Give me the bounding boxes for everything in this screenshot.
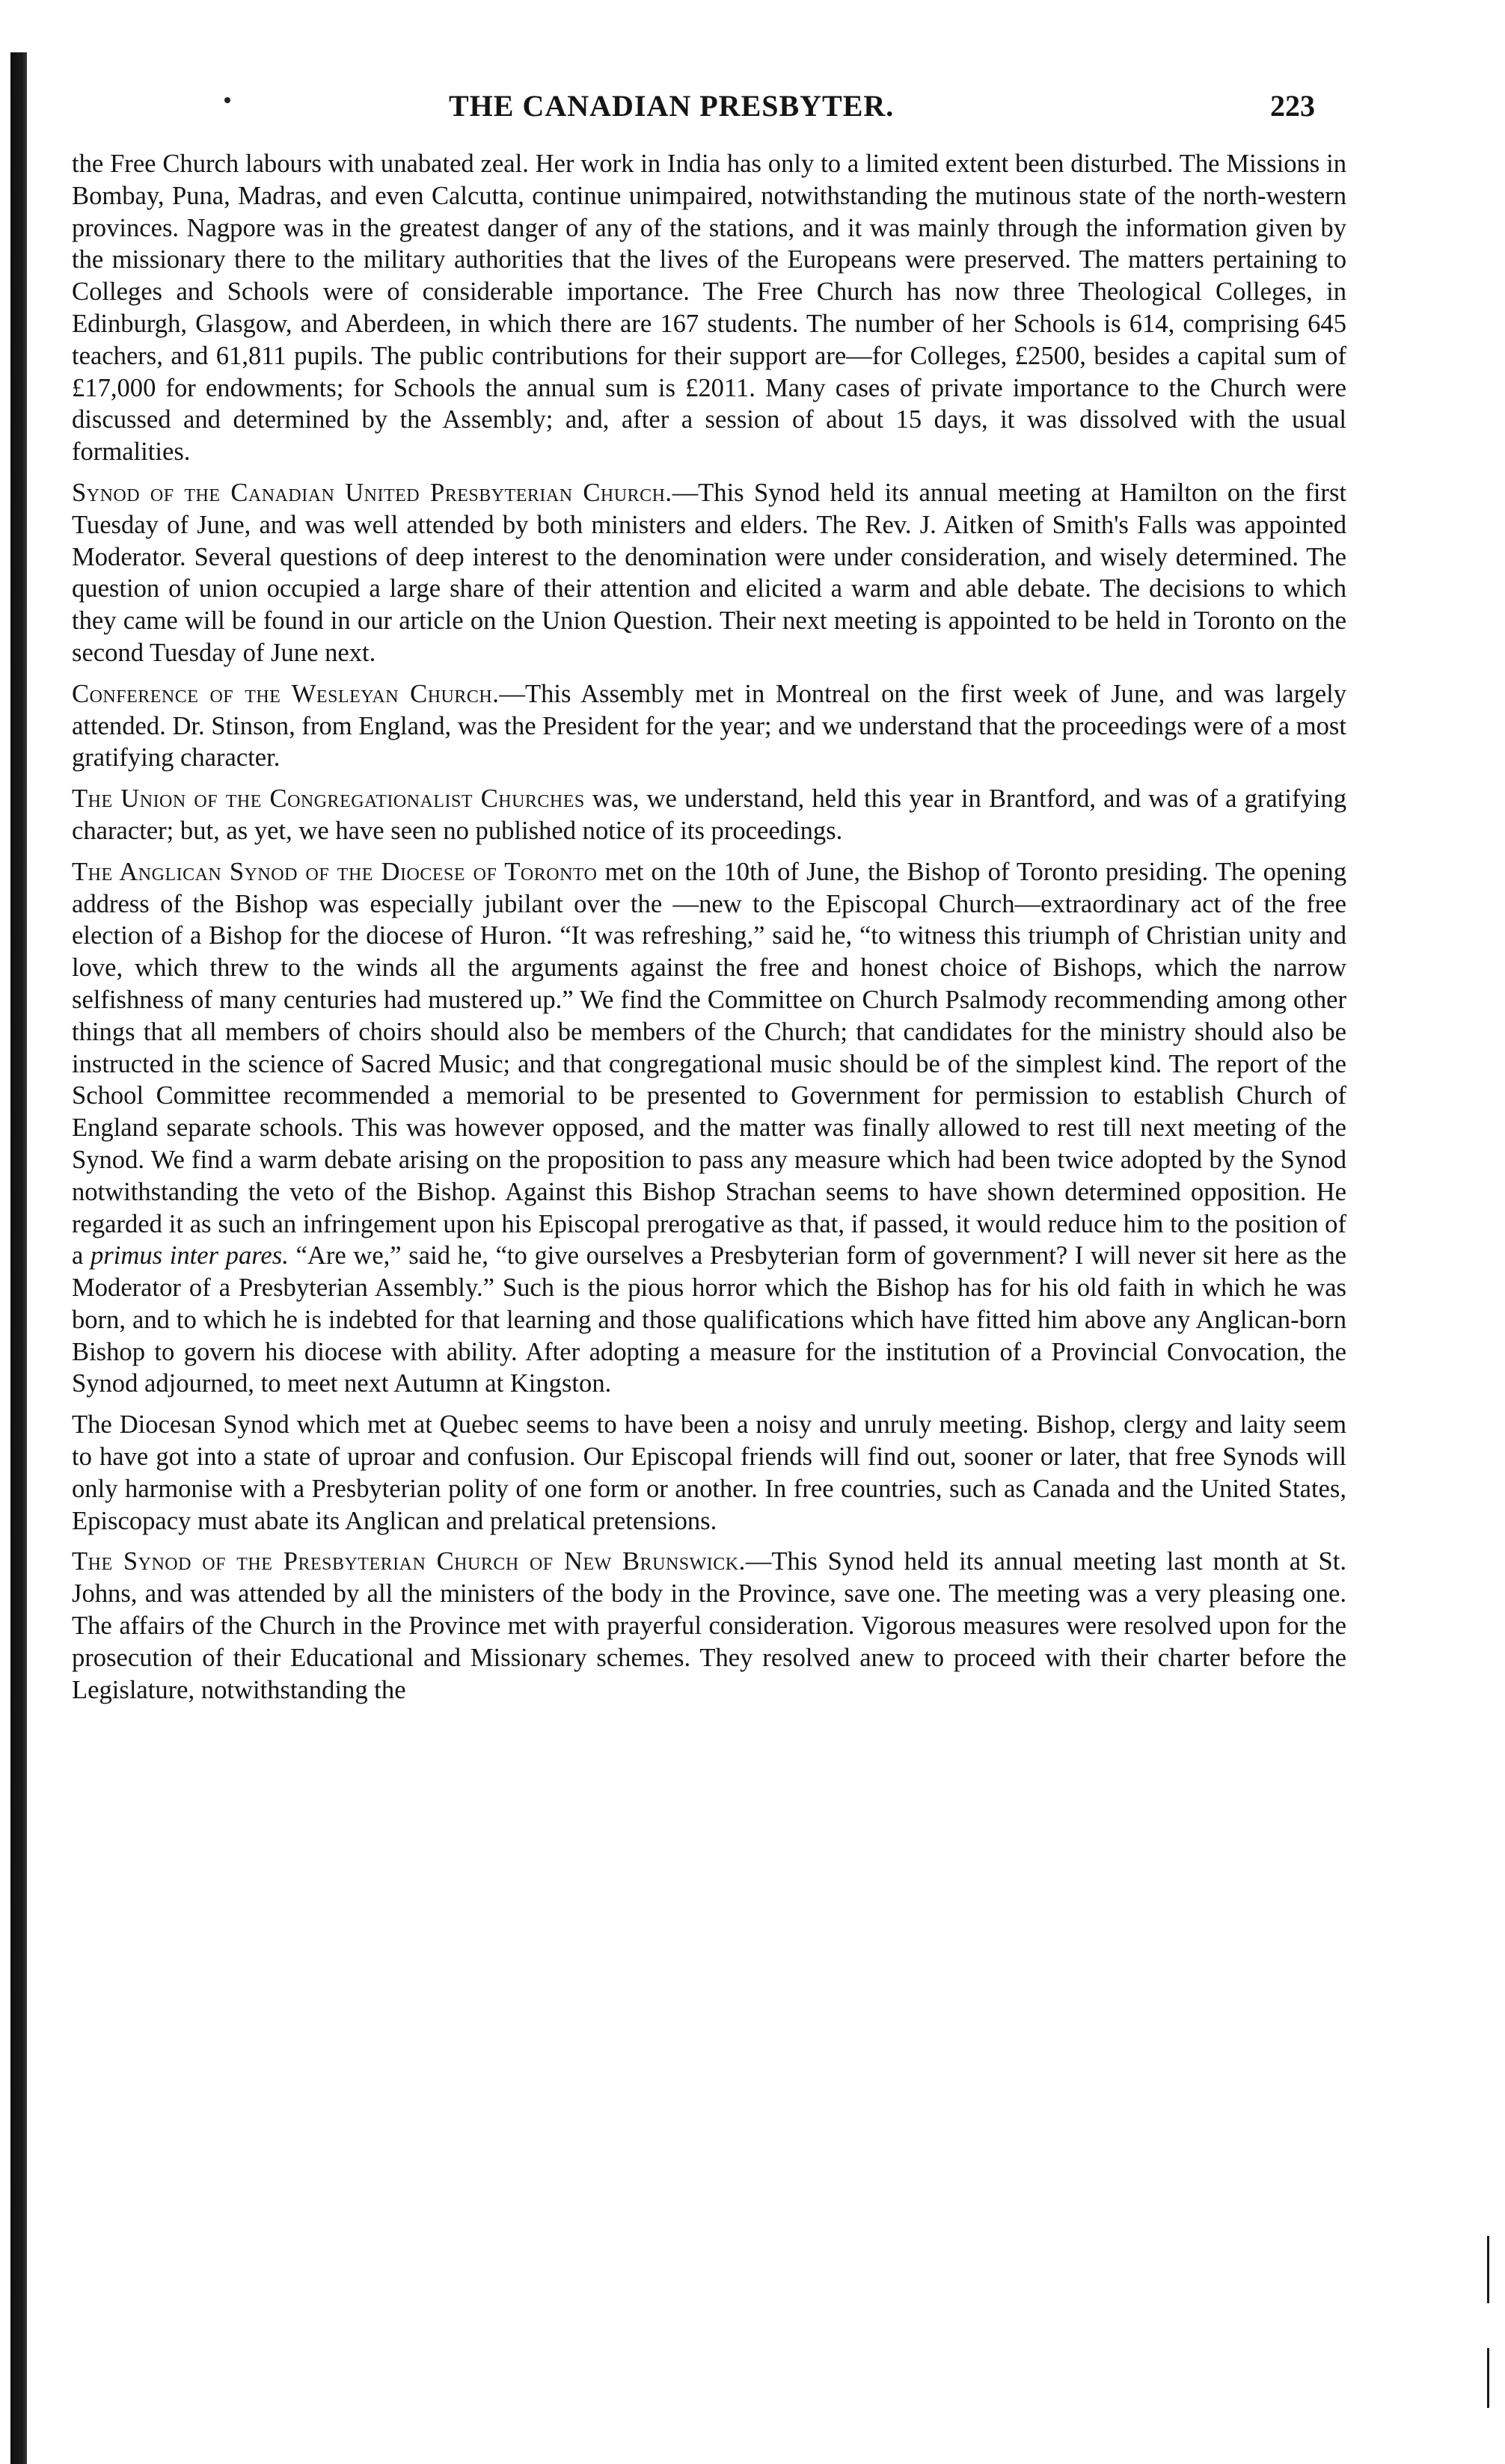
- article-paragraph: [72, 856, 1346, 1401]
- paragraph-text: —This Synod held its annual meeting at Hamilton on the first Tuesday of June, and was well attended by both ministers and elders. The Rev. J. Aitken of Smith's Falls was appointed Moderator. Several questions of deep interest to the denomination were under consideration, and wisely determined. The question of union occupied a large share of their attention and elicited a warm and able debate. The decisions to which they came will be found in our article on the Union Question. Their next meeting is appointed to be held in Toronto on the second Tuesday of June next.: [72, 478, 1347, 667]
- article-paragraph: [72, 148, 1346, 468]
- article-paragraph: [72, 783, 1346, 847]
- binding-shadow: [10, 52, 27, 2464]
- article-paragraph: [72, 1409, 1346, 1537]
- article-paragraph: [72, 477, 1346, 669]
- italic-phrase: primus inter pares.: [91, 1241, 289, 1271]
- paragraph-text: met on the 10th of June, the Bishop of Toronto presiding. The opening address of the Bishop was especially jubilant over the —new to the Episcopal Church—extraordinary act of the free election of a Bishop for the diocese of Huron. “It was refreshing,” said he, “to witness this triumph of Christian unity and love, which threw to the winds all the arguments against the free and honest choice of Bishops, which the narrow selfishness of many centuries had mustered up.” We find the Committee on Church Psalmody recommending among other things that all members of choirs should also be members of the Church; that candidates for the ministry should also be instructed in the science of Sacred Music; and that congregational music should be of the simplest kind. The report of the School Committee recommended a memorial to be presented to Government for permission to establish Church of England separate schools. This was however opposed, and the matter was finally allowed to rest till next meeting of the Synod. We find a warm debate arising on the proposition to pass any measure which had been twice adopted by the Synod notwithstanding the veto of the Bishop. Against this Bishop Strachan seems to have shown determined opposition. He regarded it as such an infringement upon his Episcopal prerogative as that, if passed, it would reduce him to the position of a: [72, 857, 1347, 1271]
- paragraph-text: —This Assembly met in Montreal on the first week of June, and was largely attended. Dr. Stinson, from England, was the President for the year; and we understand that the proceedings were of a most gratifying character.: [72, 679, 1346, 772]
- paragraph-text: The Diocesan Synod which met at Quebec seems to have been a noisy and unruly meeting. Bishop, clergy and laity seem to have got into a state of uproar and confusion. Our Episcopal friends will find out, sooner or later, that free Synods will only harmonise with a Presbyterian polity of one form or another. In free countries, such as Canada and the United States, Episcopacy must abate its Anglican and prelatical pretensions.: [72, 1410, 1346, 1535]
- text-column: [72, 148, 1346, 1706]
- margin-mark: [1487, 2236, 1489, 2303]
- margin-marks: [1487, 2236, 1492, 2460]
- margin-mark: [1487, 2348, 1489, 2408]
- running-title: THE CANADIAN PRESBYTER.: [449, 89, 895, 123]
- section-heading: The Synod of the Presbyterian Church of New Brunswick.: [72, 1547, 746, 1576]
- page-number: 223: [1270, 89, 1315, 123]
- paragraph-text: “Are we,” said he, “to give ourselves a Presbyterian form of government? I will never sit here as the Moderator of a Presbyterian Assembly.” Such is the pious horror which the Bishop has for his old faith in which he was born, and to which he is indebted for that learning and those qualifications which have fitted him above any Anglican-born Bishop to govern his diocese with ability. After adopting a measure for the institution of a Provincial Convocation, the Synod adjourned, to meet next Autumn at Kingston.: [72, 1241, 1346, 1398]
- article-paragraph: [72, 1546, 1346, 1706]
- section-heading: Conference of the Wesleyan Church.: [72, 679, 500, 708]
- paragraph-text: was, we understand, held this year in Brantford, and was of a gratifying character; but, as yet, we have seen no published notice of its proceedings.: [72, 784, 1346, 845]
- paragraph-text: —This Synod held its annual meeting last month at St. Johns, and was attended by all the ministers of the body in the Province, save one. The meeting was a very pleasing one. The affairs of the Church in the Province met with prayerful consideration. Vigorous measures were resolved upon for the prosecution of their Educational and Missionary schemes. They resolved anew to proceed with their charter before the Legislature, notwithstanding the: [72, 1547, 1346, 1704]
- running-head-dot: [224, 97, 230, 103]
- running-head: [224, 88, 1346, 133]
- section-heading: The Union of the Congregationalist Churches: [72, 784, 585, 814]
- article-paragraph: [72, 678, 1346, 774]
- section-heading: Synod of the Canadian United Presbyterian Church.: [72, 478, 672, 507]
- paragraph-text: the Free Church labours with unabated zeal. Her work in India has only to a limited extent been disturbed. The Missions in Bombay, Puna, Madras, and even Calcutta, continue unimpaired, notwithstanding the mutinous state of the north-western provinces. Nagpore was in the greatest danger of any of the stations, and it was mainly through the information given by the missionary there to the military authorities that the lives of the Europeans were preserved. The matters pertaining to Colleges and Schools were of considerable importance. The Free Church has now three Theological Colleges, in Edinburgh, Glasgow, and Aberdeen, in which there are 167 students. The number of her Schools is 614, comprising 645 teachers, and 61,811 pupils. The public contributions for their support are—for Colleges, £2500, besides a capital sum of £17,000 for endowments; for Schools the annual sum is £2011. Many cases of private importance to the Church were discussed and determined by the Assembly; and, after a session of about 15 days, it was dissolved with the usual formalities.: [72, 150, 1346, 467]
- section-heading: The Anglican Synod of the Diocese of Toronto: [72, 857, 598, 886]
